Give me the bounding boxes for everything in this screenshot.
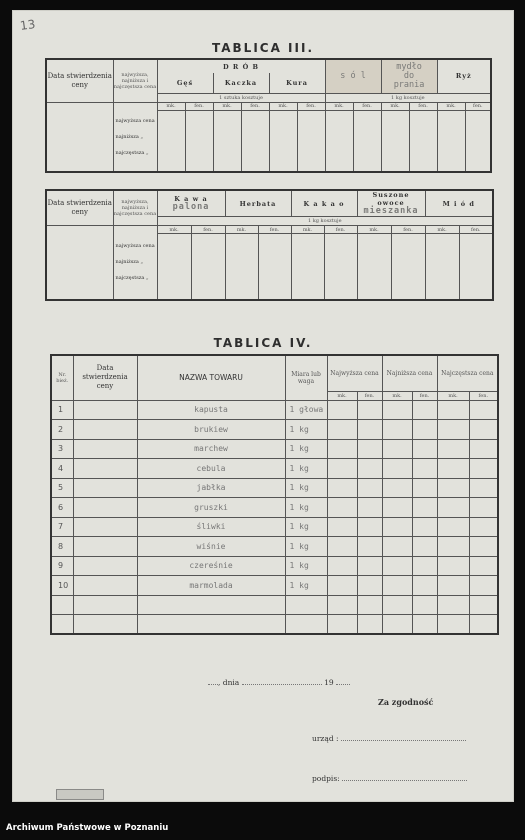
fen-label: fen.: [185, 102, 213, 110]
row-label-min: najniższa „: [115, 133, 144, 140]
table-3-upper: [45, 58, 492, 173]
row-price-cell: [437, 517, 469, 537]
row-label-min: najniższa „: [115, 259, 144, 266]
row-measure: 1 kg: [285, 517, 327, 537]
freq-price-header: Najczęstsza cena: [437, 355, 498, 391]
max-price-header: Najwyższa cena: [327, 355, 382, 391]
row-price-cell: [412, 517, 437, 537]
row-price-cell: [327, 576, 357, 596]
fen-label: fen.: [191, 226, 225, 234]
row-price-cell: [327, 595, 357, 615]
date-cell: [46, 102, 113, 172]
row-price-cell: [469, 576, 498, 596]
row-price-cell: [382, 420, 412, 440]
row-date: [73, 615, 137, 635]
archive-stamp-mark: [56, 789, 104, 800]
row-price-cell: [327, 400, 357, 420]
kaczka-header: Kaczka: [213, 73, 269, 93]
mk-label: mk.: [382, 391, 412, 400]
fen-label: fen.: [324, 226, 357, 234]
row-price-cell: [357, 439, 382, 459]
row-product-name: brukiew: [137, 420, 285, 440]
mk-label: mk.: [437, 102, 465, 110]
row-price-cell: [327, 556, 357, 576]
drob-header: D R Ó B: [157, 59, 325, 73]
row-price-cell: [412, 556, 437, 576]
row-number: [51, 615, 73, 635]
table-3-title: TABLICA III.: [211, 41, 315, 55]
row-date: [73, 576, 137, 596]
mk-label: mk.: [157, 102, 185, 110]
date-cell-2: [46, 226, 113, 300]
mk-label: mk.: [437, 391, 469, 400]
row-price-cell: [412, 400, 437, 420]
row-number: 8: [51, 537, 73, 557]
fen-label: fen.: [357, 391, 382, 400]
row-price-cell: [469, 400, 498, 420]
row-number: 6: [51, 498, 73, 518]
row-measure: 1 kg: [285, 576, 327, 596]
table-4: [50, 354, 499, 635]
fen-label: fen.: [353, 102, 381, 110]
row-price-cell: [357, 459, 382, 479]
row-price-cell: [327, 439, 357, 459]
row-number: [51, 595, 73, 615]
row-measure: 1 kg: [285, 459, 327, 479]
table-row: [51, 615, 498, 635]
row-price-cell: [437, 420, 469, 440]
row-price-cell: [437, 400, 469, 420]
row-price-cell: [412, 439, 437, 459]
nr-header: Nr. bież.: [51, 355, 73, 400]
date-header: Data stwierdzenia ceny: [46, 59, 113, 102]
row-measure: 1 kg: [285, 478, 327, 498]
row-price-cell: [412, 478, 437, 498]
row-product-name: czereśnie: [137, 556, 285, 576]
table-row: [51, 576, 498, 596]
row-price-cell: [412, 576, 437, 596]
row-measure: 1 kg: [285, 498, 327, 518]
row-measure: 1 kg: [285, 420, 327, 440]
date-line: [208, 678, 350, 687]
row-number: 10: [51, 576, 73, 596]
row-measure: 1 kg: [285, 556, 327, 576]
fen-label: fen.: [459, 226, 493, 234]
row-date: [73, 517, 137, 537]
row-price-cell: [327, 459, 357, 479]
row-price-cell: [357, 400, 382, 420]
mk-label: mk.: [425, 226, 459, 234]
row-price-cell: [412, 459, 437, 479]
urzad-label: urząd :: [312, 734, 339, 743]
row-price-cell: [437, 576, 469, 596]
row-price-cell: [437, 556, 469, 576]
table-row: [51, 478, 498, 498]
row-labels: [113, 102, 157, 172]
suszone-label: Suszone owoce: [372, 191, 410, 207]
mydlo-line-3: prania: [393, 79, 425, 90]
fen-label: fen.: [469, 391, 498, 400]
row-price-cell: [327, 420, 357, 440]
row-product-name: kapusta: [137, 400, 285, 420]
row-product-name: marchew: [137, 439, 285, 459]
row-number: 5: [51, 478, 73, 498]
row-price-cell: [412, 537, 437, 557]
row-price-cell: [382, 576, 412, 596]
row-price-cell: [357, 498, 382, 518]
row-price-cell: [382, 517, 412, 537]
row-price-cell: [437, 459, 469, 479]
row-price-cell: [412, 615, 437, 635]
table-4-title: TABLICA IV.: [213, 336, 313, 350]
row-product-name: [137, 615, 285, 635]
min-price-header: Najniższa cena: [382, 355, 437, 391]
row-price-cell: [327, 478, 357, 498]
date-header-2: Data stwierdzenia ceny: [46, 190, 113, 226]
row-price-cell: [469, 459, 498, 479]
row-price-cell: [357, 517, 382, 537]
row-price-cell: [469, 420, 498, 440]
table-row: [51, 517, 498, 537]
row-product-name: gruszki: [137, 498, 285, 518]
row-date: [73, 459, 137, 479]
row-price-cell: [469, 517, 498, 537]
fen-label: fen.: [465, 102, 491, 110]
row-price-cell: [357, 615, 382, 635]
kura-header: Kura: [269, 73, 325, 93]
row-measure: 1 głowa: [285, 400, 327, 420]
per-piece-label: 1 sztuka kosztuje: [157, 93, 325, 102]
mk-label: mk.: [269, 102, 297, 110]
row-price-cell: [469, 537, 498, 557]
row-price-cell: [327, 537, 357, 557]
row-price-cell: [327, 498, 357, 518]
mieszanka-stamp: mieszanka: [363, 206, 419, 216]
row-number: 3: [51, 439, 73, 459]
table-row: [51, 537, 498, 557]
row-price-cell: [469, 439, 498, 459]
row-measure: 1 kg: [285, 439, 327, 459]
row-price-cell: [437, 478, 469, 498]
row-number: 9: [51, 556, 73, 576]
document-page: [12, 10, 514, 802]
podpis-line: [312, 774, 467, 783]
measure-header: Miara lub waga: [285, 355, 327, 400]
row-label-max: najwyższa cena: [115, 117, 155, 124]
row-price-cell: [437, 615, 469, 635]
row-date: [73, 537, 137, 557]
kawa-label: K a w a: [174, 195, 208, 203]
mydlo-line-1: mydło: [396, 61, 422, 72]
prices-header-2: najwyższa, najniższa i najczęstsza cena: [113, 190, 157, 226]
ges-header: Gęś: [157, 73, 213, 93]
row-price-cell: [437, 595, 469, 615]
row-date: [73, 556, 137, 576]
row-price-cell: [437, 439, 469, 459]
row-number: 2: [51, 420, 73, 440]
fen-label: fen.: [391, 226, 425, 234]
row-price-cell: [382, 478, 412, 498]
za-zgodnosc: Za zgodność: [378, 697, 434, 707]
ryz-header: Ryż: [437, 59, 491, 93]
prices-header: najwyższa, najniższa i najczęstsza cena: [113, 59, 157, 102]
date-header-3: Data stwierdzenia ceny: [73, 355, 137, 400]
row-price-cell: [357, 420, 382, 440]
row-price-cell: [412, 420, 437, 440]
mydlo-line-2: do: [403, 70, 415, 81]
row-number: 1: [51, 400, 73, 420]
urzad-line: [312, 734, 466, 743]
row-price-cell: [382, 556, 412, 576]
row-measure: [285, 615, 327, 635]
table-row: [51, 498, 498, 518]
table-row: [51, 556, 498, 576]
suszone-header: [357, 190, 425, 217]
row-product-name: marmolada: [137, 576, 285, 596]
row-price-cell: [382, 400, 412, 420]
row-price-cell: [382, 595, 412, 615]
fen-label: fen.: [241, 102, 269, 110]
archive-label: Archiwum Państwowe w Poznaniu: [6, 823, 169, 833]
row-price-cell: [357, 595, 382, 615]
row-price-cell: [327, 517, 357, 537]
fen-label: fen.: [258, 226, 291, 234]
row-price-cell: [437, 537, 469, 557]
row-date: [73, 400, 137, 420]
row-price-cell: [469, 595, 498, 615]
mk-label: mk.: [225, 226, 258, 234]
table-3-lower: [45, 189, 494, 301]
herbata-header: Herbata: [225, 190, 291, 217]
mk-label: mk.: [213, 102, 241, 110]
row-price-cell: [469, 478, 498, 498]
year-label: 19: [324, 678, 334, 687]
per-kg-label-2: 1 kg kosztuje: [157, 217, 493, 226]
row-price-cell: [382, 459, 412, 479]
row-price-cell: [412, 498, 437, 518]
row-product-name: jabłka: [137, 478, 285, 498]
table-row: [51, 400, 498, 420]
row-price-cell: [469, 615, 498, 635]
kakao-header: K a k a o: [291, 190, 357, 217]
mk-label: mk.: [381, 102, 409, 110]
mk-label: mk.: [327, 391, 357, 400]
row-label-freq: najczęstsza „: [115, 275, 149, 282]
table-row: [51, 420, 498, 440]
table-row: [51, 459, 498, 479]
mk-label: mk.: [325, 102, 353, 110]
fen-label: fen.: [297, 102, 325, 110]
row-price-cell: [437, 498, 469, 518]
row-price-cell: [382, 615, 412, 635]
row-price-cell: [412, 595, 437, 615]
row-product-name: wiśnie: [137, 537, 285, 557]
row-price-cell: [382, 439, 412, 459]
handwritten-page-number: 13: [19, 17, 37, 33]
palona-stamp: palona: [172, 202, 210, 212]
row-number: 7: [51, 517, 73, 537]
row-price-cell: [357, 576, 382, 596]
row-price-cell: [469, 498, 498, 518]
sol-stamp: s ó l: [325, 59, 381, 93]
row-date: [73, 595, 137, 615]
table-row: [51, 595, 498, 615]
name-header: NAZWA TOWARU: [137, 355, 285, 400]
row-date: [73, 420, 137, 440]
dnia-label: , dnia: [218, 678, 240, 687]
row-price-cell: [327, 615, 357, 635]
row-label-freq: najczęstsza „: [115, 149, 149, 156]
row-price-cell: [357, 537, 382, 557]
row-measure: 1 kg: [285, 537, 327, 557]
row-date: [73, 498, 137, 518]
row-labels-2: [113, 226, 157, 300]
table-row: [51, 439, 498, 459]
podpis-label: podpis:: [312, 774, 340, 783]
mk-label: mk.: [157, 226, 191, 234]
row-price-cell: [382, 537, 412, 557]
mydlo-stamp: [381, 59, 437, 93]
row-number: 4: [51, 459, 73, 479]
row-measure: [285, 595, 327, 615]
row-price-cell: [357, 556, 382, 576]
row-product-name: śliwki: [137, 517, 285, 537]
row-product-name: [137, 595, 285, 615]
fen-label: fen.: [409, 102, 437, 110]
per-kg-label: 1 kg kosztuje: [325, 93, 491, 102]
miod-header: M i ó d: [425, 190, 493, 217]
mk-label: mk.: [291, 226, 324, 234]
kawa-header: [157, 190, 225, 217]
mk-label: mk.: [357, 226, 391, 234]
fen-label: fen.: [412, 391, 437, 400]
row-date: [73, 439, 137, 459]
row-price-cell: [382, 498, 412, 518]
row-price-cell: [357, 478, 382, 498]
row-product-name: cebula: [137, 459, 285, 479]
row-date: [73, 478, 137, 498]
row-label-max: najwyższa cena: [115, 243, 155, 250]
row-price-cell: [469, 556, 498, 576]
